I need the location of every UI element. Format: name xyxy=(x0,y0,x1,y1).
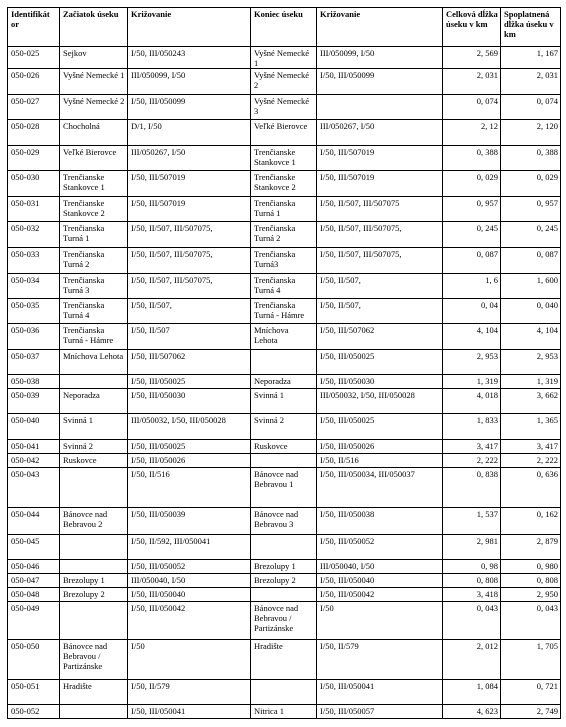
identifier-cell: 050-028 xyxy=(8,120,60,146)
start-intersection-cell: I/50, III/507019 xyxy=(128,171,251,197)
tolled-length-cell: 0, 040 xyxy=(501,299,561,324)
tolled-length-cell: 0, 245 xyxy=(501,222,561,248)
start-intersection-cell: I/50, III/050025 xyxy=(128,375,251,389)
section-start-cell: Ruskovce xyxy=(60,454,128,468)
start-intersection-cell: I/50, III/050025 xyxy=(128,440,251,454)
end-intersection-cell: I/50, II/579 xyxy=(317,640,443,680)
header-start-intersection: Križovanie xyxy=(128,8,251,47)
section-end-cell: Vyšné Nemecké 2 xyxy=(251,69,317,95)
tolled-length-cell: 3, 417 xyxy=(501,440,561,454)
end-intersection-cell: I/50, II/507, III/507075 xyxy=(317,197,443,222)
total-length-cell: 4, 623 xyxy=(443,705,501,719)
start-intersection-cell: I/50 xyxy=(128,640,251,680)
header-section-end: Koniec úseku xyxy=(251,8,317,47)
section-end-cell: Trenčianska Turná 2 xyxy=(251,222,317,248)
end-intersection-cell: I/50, III/050041 xyxy=(317,680,443,705)
tolled-length-cell: 2, 953 xyxy=(501,350,561,375)
total-length-cell: 1, 084 xyxy=(443,680,501,705)
identifier-cell: 050-049 xyxy=(8,602,60,640)
end-intersection-cell: I/50, III/050040 xyxy=(317,574,443,588)
tolled-length-cell: 0, 162 xyxy=(501,508,561,535)
section-start-cell: Trenčianska Turná 1 xyxy=(60,222,128,248)
end-intersection-cell: I/50, III/050099 xyxy=(317,69,443,95)
section-start-cell xyxy=(60,705,128,719)
end-intersection-cell: III/050267, I/50 xyxy=(317,120,443,146)
section-start-cell xyxy=(60,560,128,574)
total-length-cell: 2, 222 xyxy=(443,454,501,468)
section-end-cell: Nitrica 1 xyxy=(251,705,317,719)
identifier-cell: 050-044 xyxy=(8,508,60,535)
section-start-cell: Trenčianska Turná 4 xyxy=(60,299,128,324)
table-row xyxy=(8,640,561,680)
identifier-cell: 050-045 xyxy=(8,535,60,560)
total-length-cell: 0, 957 xyxy=(443,197,501,222)
section-start-cell: Bánovce nad Bebravou / Partizánske xyxy=(60,640,128,680)
identifier-cell: 050-030 xyxy=(8,171,60,197)
table-row xyxy=(8,535,561,560)
tolled-length-cell: 2, 950 xyxy=(501,588,561,602)
end-intersection-cell: III/050099, I/50 xyxy=(317,47,443,69)
start-intersection-cell: I/50, III/050030 xyxy=(128,389,251,414)
section-end-cell: Trenčianska Turná 4 xyxy=(251,274,317,299)
table-row xyxy=(8,375,561,389)
table-row xyxy=(8,454,561,468)
end-intersection-cell: I/50, III/507019 xyxy=(317,146,443,171)
tolled-length-cell: 4, 104 xyxy=(501,324,561,350)
start-intersection-cell: I/50, II/592, III/050041 xyxy=(128,535,251,560)
identifier-cell: 050-050 xyxy=(8,640,60,680)
section-end-cell: Trenčianska Turná - Hámre xyxy=(251,299,317,324)
end-intersection-cell: I/50, III/050025 xyxy=(317,350,443,375)
header-end-intersection: Križovanie xyxy=(317,8,443,47)
table-row xyxy=(8,171,561,197)
identifier-cell: 050-031 xyxy=(8,197,60,222)
identifier-cell: 050-029 xyxy=(8,146,60,171)
total-length-cell: 4, 018 xyxy=(443,389,501,414)
section-end-cell xyxy=(251,680,317,705)
section-start-cell: Vyšné Nemecké 2 xyxy=(60,95,128,120)
identifier-cell: 050-036 xyxy=(8,324,60,350)
end-intersection-cell: I/50, II/507, xyxy=(317,274,443,299)
identifier-cell: 050-026 xyxy=(8,69,60,95)
start-intersection-cell: I/50, III/050040 xyxy=(128,588,251,602)
identifier-cell: 050-040 xyxy=(8,414,60,440)
tolled-length-cell: 2, 031 xyxy=(501,69,561,95)
header-identifier: Identifikát or xyxy=(8,8,60,47)
table-row xyxy=(8,508,561,535)
section-start-cell: Trenčianske Stankovce 1 xyxy=(60,171,128,197)
start-intersection-cell: I/50, III/050039 xyxy=(128,508,251,535)
section-end-cell: Brezolupy 2 xyxy=(251,574,317,588)
end-intersection-cell: I/50, III/507062 xyxy=(317,324,443,350)
total-length-cell: 0, 074 xyxy=(443,95,501,120)
table-row xyxy=(8,324,561,350)
start-intersection-cell: I/50, II/516 xyxy=(128,468,251,508)
tolled-length-cell: 0, 388 xyxy=(501,146,561,171)
table-row xyxy=(8,588,561,602)
section-start-cell xyxy=(60,602,128,640)
table-row xyxy=(8,197,561,222)
total-length-cell: 0, 087 xyxy=(443,248,501,274)
tolled-length-cell: 2, 749 xyxy=(501,705,561,719)
header-tolled-length: Spoplatnená dĺžka úseku v km xyxy=(501,8,561,47)
identifier-cell: 050-035 xyxy=(8,299,60,324)
tolled-length-cell: 2, 222 xyxy=(501,454,561,468)
table-row xyxy=(8,47,561,69)
table-row xyxy=(8,468,561,508)
section-start-cell xyxy=(60,468,128,508)
tolled-length-cell: 1, 600 xyxy=(501,274,561,299)
table-row xyxy=(8,440,561,454)
end-intersection-cell: I/50, III/050025 xyxy=(317,414,443,440)
section-start-cell: Brezolupy 1 xyxy=(60,574,128,588)
total-length-cell: 2, 981 xyxy=(443,535,501,560)
section-start-cell: Neporadza xyxy=(60,389,128,414)
tolled-length-cell: 0, 074 xyxy=(501,95,561,120)
start-intersection-cell: III/050032, I/50, III/050028 xyxy=(128,414,251,440)
table-row xyxy=(8,414,561,440)
start-intersection-cell: I/50, III/050099 xyxy=(128,95,251,120)
start-intersection-cell: I/50, III/050042 xyxy=(128,602,251,640)
identifier-cell: 050-043 xyxy=(8,468,60,508)
section-start-cell: Trenčianska Turná - Hámre xyxy=(60,324,128,350)
identifier-cell: 050-025 xyxy=(8,47,60,69)
section-end-cell: Neporadza xyxy=(251,375,317,389)
section-end-cell: Bánovce nad Bebravou 1 xyxy=(251,468,317,508)
total-length-cell: 2, 12 xyxy=(443,120,501,146)
section-end-cell: Ruskovce xyxy=(251,440,317,454)
section-end-cell xyxy=(251,535,317,560)
total-length-cell: 2, 012 xyxy=(443,640,501,680)
start-intersection-cell: I/50, III/050041 xyxy=(128,705,251,719)
section-start-cell: Hradište xyxy=(60,680,128,705)
section-end-cell: Mníchova Lehota xyxy=(251,324,317,350)
start-intersection-cell: I/50, III/050026 xyxy=(128,454,251,468)
tolled-length-cell: 0, 957 xyxy=(501,197,561,222)
section-start-cell: Brezolupy 2 xyxy=(60,588,128,602)
identifier-cell: 050-037 xyxy=(8,350,60,375)
tolled-length-cell: 0, 721 xyxy=(501,680,561,705)
table-header-row xyxy=(8,8,561,47)
end-intersection-cell: I/50, III/050026 xyxy=(317,440,443,454)
total-length-cell: 0, 388 xyxy=(443,146,501,171)
total-length-cell: 1, 319 xyxy=(443,375,501,389)
table-row xyxy=(8,680,561,705)
table-row xyxy=(8,69,561,95)
tolled-length-cell: 1, 365 xyxy=(501,414,561,440)
table-row xyxy=(8,350,561,375)
section-start-cell: Sejkov xyxy=(60,47,128,69)
start-intersection-cell: I/50, II/507, III/507075, xyxy=(128,274,251,299)
section-end-cell xyxy=(251,588,317,602)
start-intersection-cell: III/050099, I/50 xyxy=(128,69,251,95)
total-length-cell: 2, 569 xyxy=(443,47,501,69)
section-start-cell xyxy=(60,375,128,389)
total-length-cell: 0, 029 xyxy=(443,171,501,197)
total-length-cell: 0, 838 xyxy=(443,468,501,508)
section-end-cell: Vyšné Nemecké 3 xyxy=(251,95,317,120)
start-intersection-cell: I/50, II/507, III/507075, xyxy=(128,222,251,248)
section-start-cell: Svinná 1 xyxy=(60,414,128,440)
identifier-cell: 050-034 xyxy=(8,274,60,299)
section-start-cell: Mníchova Lehota xyxy=(60,350,128,375)
tolled-length-cell: 2, 120 xyxy=(501,120,561,146)
total-length-cell: 4, 104 xyxy=(443,324,501,350)
table-row xyxy=(8,602,561,640)
section-end-cell: Veľké Bierovce xyxy=(251,120,317,146)
total-length-cell: 3, 418 xyxy=(443,588,501,602)
end-intersection-cell: I/50, III/050034, III/050037 xyxy=(317,468,443,508)
end-intersection-cell: I/50, III/050030 xyxy=(317,375,443,389)
total-length-cell: 3, 417 xyxy=(443,440,501,454)
section-end-cell: Brezolupy 1 xyxy=(251,560,317,574)
total-length-cell: 1, 537 xyxy=(443,508,501,535)
start-intersection-cell: III/050267, I/50 xyxy=(128,146,251,171)
identifier-cell: 050-041 xyxy=(8,440,60,454)
section-end-cell xyxy=(251,454,317,468)
tolled-length-cell: 1, 705 xyxy=(501,640,561,680)
total-length-cell: 0, 98 xyxy=(443,560,501,574)
total-length-cell: 0, 043 xyxy=(443,602,501,640)
table-row xyxy=(8,705,561,719)
end-intersection-cell: III/050032, I/50, III/050028 xyxy=(317,389,443,414)
identifier-cell: 050-047 xyxy=(8,574,60,588)
tolled-length-cell: 1, 319 xyxy=(501,375,561,389)
total-length-cell: 2, 031 xyxy=(443,69,501,95)
end-intersection-cell: I/50, II/507, xyxy=(317,299,443,324)
start-intersection-cell: D/1, I/50 xyxy=(128,120,251,146)
section-start-cell: Svinná 2 xyxy=(60,440,128,454)
total-length-cell: 1, 833 xyxy=(443,414,501,440)
identifier-cell: 050-039 xyxy=(8,389,60,414)
section-start-cell xyxy=(60,535,128,560)
end-intersection-cell: I/50, II/507, III/507075, xyxy=(317,222,443,248)
end-intersection-cell: I/50, III/050042 xyxy=(317,588,443,602)
table-row xyxy=(8,120,561,146)
tolled-length-cell: 0, 087 xyxy=(501,248,561,274)
end-intersection-cell: I/50, III/050057 xyxy=(317,705,443,719)
section-start-cell: Veľké Bierovce xyxy=(60,146,128,171)
section-start-cell: Trenčianska Turná 3 xyxy=(60,274,128,299)
table-row xyxy=(8,389,561,414)
table-row xyxy=(8,299,561,324)
road-section-table xyxy=(7,7,561,719)
end-intersection-cell: I/50, III/050038 xyxy=(317,508,443,535)
section-end-cell: Trenčianska Turná3 xyxy=(251,248,317,274)
section-start-cell: Trenčianska Turná 2 xyxy=(60,248,128,274)
identifier-cell: 050-038 xyxy=(8,375,60,389)
tolled-length-cell: 0, 029 xyxy=(501,171,561,197)
identifier-cell: 050-032 xyxy=(8,222,60,248)
section-end-cell: Bánovce nad Bebravou 3 xyxy=(251,508,317,535)
identifier-cell: 050-051 xyxy=(8,680,60,705)
section-end-cell: Svinná 1 xyxy=(251,389,317,414)
section-end-cell: Trenčianska Turná 1 xyxy=(251,197,317,222)
table-row xyxy=(8,574,561,588)
tolled-length-cell: 1, 167 xyxy=(501,47,561,69)
section-start-cell: Bánovce nad Bebravou 2 xyxy=(60,508,128,535)
end-intersection-cell: I/50, III/050052 xyxy=(317,535,443,560)
table-row xyxy=(8,248,561,274)
table-row xyxy=(8,560,561,574)
end-intersection-cell: I/50 xyxy=(317,602,443,640)
total-length-cell: 2, 953 xyxy=(443,350,501,375)
tolled-length-cell: 0, 043 xyxy=(501,602,561,640)
tolled-length-cell: 0, 636 xyxy=(501,468,561,508)
document-page xyxy=(7,7,561,719)
section-end-cell: Trenčianske Stankovce 1 xyxy=(251,146,317,171)
end-intersection-cell: I/50, II/516 xyxy=(317,454,443,468)
total-length-cell: 0, 808 xyxy=(443,574,501,588)
end-intersection-cell: III/050040, I/50 xyxy=(317,560,443,574)
identifier-cell: 050-033 xyxy=(8,248,60,274)
total-length-cell: 0, 04 xyxy=(443,299,501,324)
table-row xyxy=(8,222,561,248)
tolled-length-cell: 0, 808 xyxy=(501,574,561,588)
identifier-cell: 050-048 xyxy=(8,588,60,602)
end-intersection-cell: I/50, III/507019 xyxy=(317,171,443,197)
end-intersection-cell: I/50, II/507, III/507075, xyxy=(317,248,443,274)
section-start-cell: Chocholná xyxy=(60,120,128,146)
section-end-cell: Trenčianske Stankovce 2 xyxy=(251,171,317,197)
tolled-length-cell: 2, 879 xyxy=(501,535,561,560)
section-end-cell xyxy=(251,350,317,375)
section-start-cell: Trenčianske Stankovce 2 xyxy=(60,197,128,222)
total-length-cell: 0, 245 xyxy=(443,222,501,248)
tolled-length-cell: 0, 980 xyxy=(501,560,561,574)
start-intersection-cell: I/50, II/507, III/507075, xyxy=(128,248,251,274)
start-intersection-cell: I/50, II/507 xyxy=(128,324,251,350)
identifier-cell: 050-052 xyxy=(8,705,60,719)
section-start-cell: Vyšné Nemecké 1 xyxy=(60,69,128,95)
start-intersection-cell: I/50, III/050243 xyxy=(128,47,251,69)
start-intersection-cell: I/50, III/050052 xyxy=(128,560,251,574)
start-intersection-cell: I/50, III/507062 xyxy=(128,350,251,375)
section-end-cell: Hradište xyxy=(251,640,317,680)
section-end-cell: Bánovce nad Bebravou / Partizánske xyxy=(251,602,317,640)
identifier-cell: 050-042 xyxy=(8,454,60,468)
end-intersection-cell xyxy=(317,95,443,120)
table-row xyxy=(8,274,561,299)
identifier-cell: 050-046 xyxy=(8,560,60,574)
header-section-start: Začiatok úseku xyxy=(60,8,128,47)
total-length-cell: 1, 6 xyxy=(443,274,501,299)
table-row xyxy=(8,146,561,171)
start-intersection-cell: I/50, II/579 xyxy=(128,680,251,705)
tolled-length-cell: 3, 662 xyxy=(501,389,561,414)
section-end-cell: Vyšné Nemecké 1 xyxy=(251,47,317,69)
table-row xyxy=(8,95,561,120)
start-intersection-cell: I/50, III/507019 xyxy=(128,197,251,222)
start-intersection-cell: I/50, II/507, xyxy=(128,299,251,324)
start-intersection-cell: III/050040, I/50 xyxy=(128,574,251,588)
identifier-cell: 050-027 xyxy=(8,95,60,120)
header-total-length: Celková dĺžka úseku v km xyxy=(443,8,501,47)
section-end-cell: Svinná 2 xyxy=(251,414,317,440)
